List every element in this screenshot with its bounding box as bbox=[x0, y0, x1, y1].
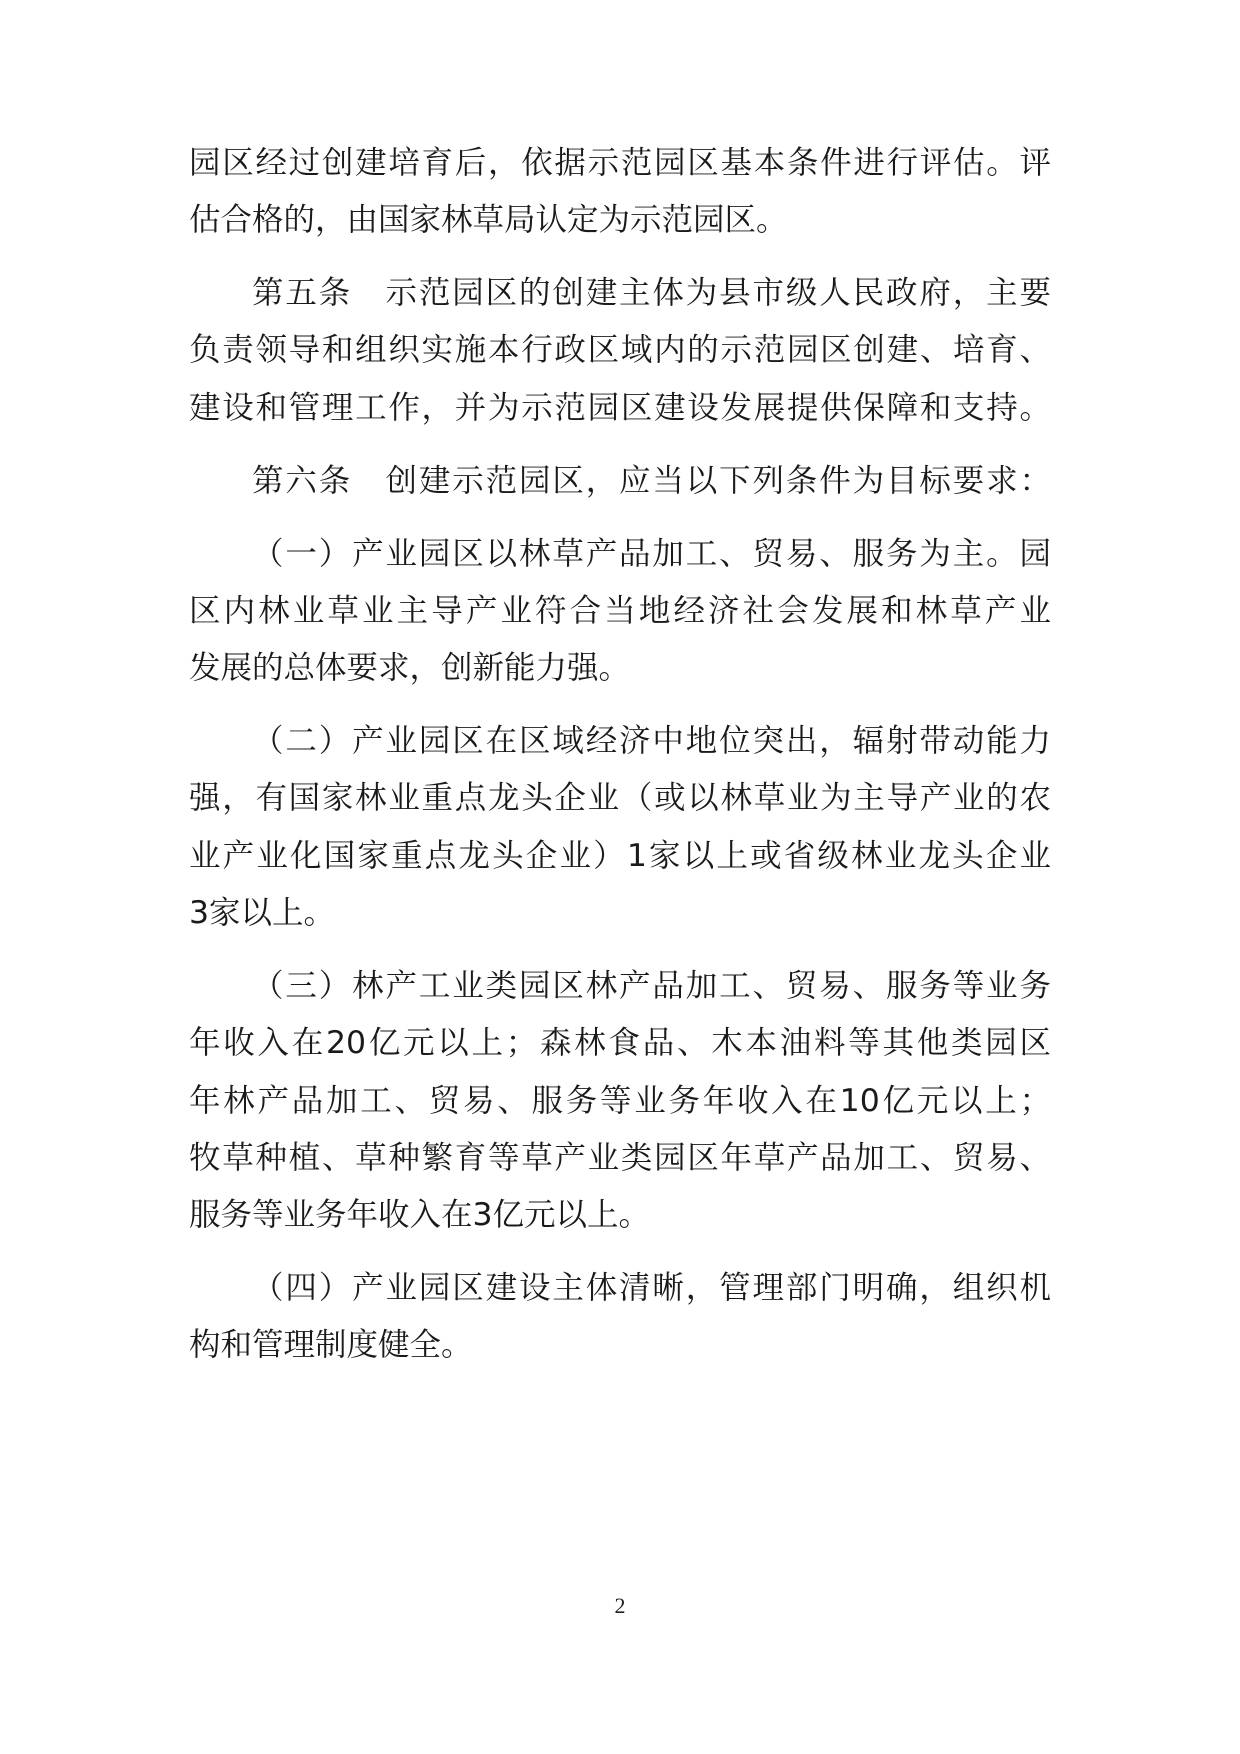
text-line: 园区经过创建培育后，依据示范园区基本条件进行评估。评 bbox=[189, 145, 1051, 181]
item-2-line: （二）产业园区在区域经济中地位突出，辐射带动能力 bbox=[252, 723, 1051, 759]
text-line: 估合格的，由国家林草局认定为示范园区。 bbox=[189, 202, 788, 238]
item-4-line: （四）产业园区建设主体清晰，管理部门明确，组织机 bbox=[252, 1270, 1051, 1306]
text-line: 3家以上。 bbox=[189, 895, 336, 931]
text-line: 建设和管理工作，并为示范园区建设发展提供保障和支持。 bbox=[189, 390, 1051, 426]
text-line: 年林产品加工、贸易、服务等业务年收入在10亿元以上； bbox=[189, 1083, 1051, 1119]
article-5-heading-line: 第五条 示范园区的创建主体为县市级人民政府，主要 bbox=[252, 275, 1051, 311]
text-line: 发展的总体要求，创新能力强。 bbox=[189, 650, 631, 686]
item-3-line: （三）林产工业类园区林产品加工、贸易、服务等业务 bbox=[252, 968, 1051, 1004]
text-line: 牧草种植、草种繁育等草产业类园区年草产品加工、贸易、 bbox=[189, 1140, 1051, 1176]
text-line: 年收入在20亿元以上；森林食品、木本油料等其他类园区 bbox=[189, 1025, 1051, 1061]
text-line: 业产业化国家重点龙头企业）1家以上或省级林业龙头企业 bbox=[189, 838, 1051, 874]
text-line: 区内林业草业主导产业符合当地经济社会发展和林草产业 bbox=[189, 593, 1051, 629]
text-line: 构和管理制度健全。 bbox=[189, 1327, 473, 1363]
page-number: 2 bbox=[614, 1593, 626, 1618]
text-line: 服务等业务年收入在3亿元以上。 bbox=[189, 1197, 651, 1233]
text-line: 负责领导和组织实施本行政区域内的示范园区创建、培育、 bbox=[189, 332, 1051, 368]
text-line: 强，有国家林业重点龙头企业（或以林草业为主导产业的农 bbox=[189, 780, 1051, 816]
article-6-heading-line: 第六条 创建示范园区，应当以下列条件为目标要求： bbox=[252, 463, 1051, 499]
item-1-line: （一）产业园区以林草产品加工、贸易、服务为主。园 bbox=[252, 536, 1051, 572]
